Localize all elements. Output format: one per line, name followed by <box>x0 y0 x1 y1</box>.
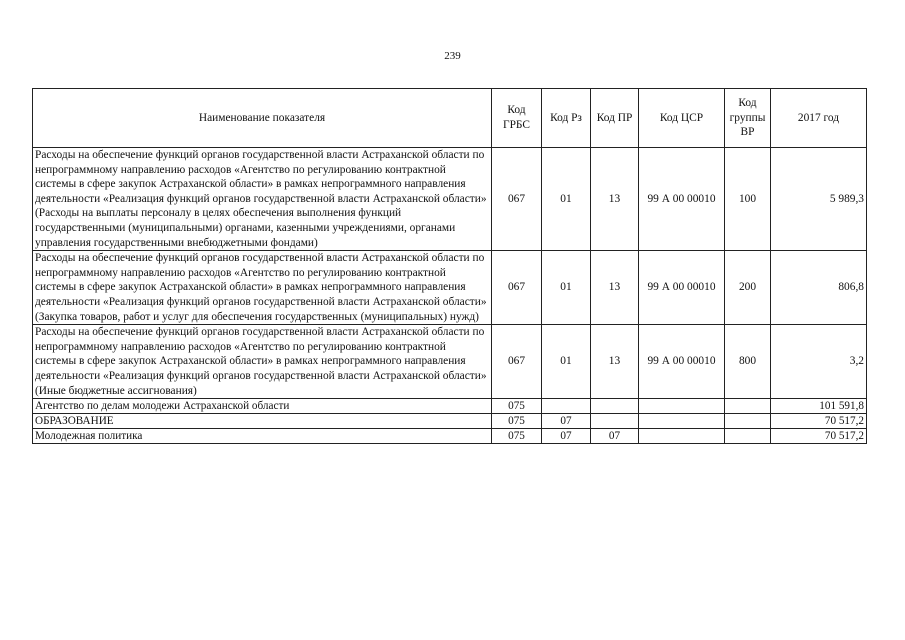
row-vr <box>725 399 771 414</box>
row-name: Расходы на обеспечение функций органов государственной власти Астраханской области по непрограммному направлению расходов «Агентство по регулированию контрактной системы в сфере закупок Астраханской области» в рамках непрограммного направления деятельности «Реализация функций органов государственной власти Астраханской области» (Закупка товаров, работ и услуг для обеспечения государственных (муниципальных) нужд) <box>33 251 492 325</box>
row-amount: 806,8 <box>771 251 867 325</box>
row-amount: 3,2 <box>771 325 867 399</box>
header-name: Наименование показателя <box>33 89 492 148</box>
header-grbs: Код ГРБС <box>492 89 542 148</box>
table-row <box>33 399 867 414</box>
row-name: Молодежная политика <box>33 429 492 444</box>
row-grbs: 067 <box>492 148 542 251</box>
row-vr: 800 <box>725 325 771 399</box>
row-vr <box>725 414 771 429</box>
row-amount: 70 517,2 <box>771 414 867 429</box>
row-rz: 01 <box>542 251 591 325</box>
row-csr: 99 А 00 00010 <box>639 325 725 399</box>
table-row <box>33 325 867 399</box>
row-csr <box>639 399 725 414</box>
row-amount: 101 591,8 <box>771 399 867 414</box>
header-csr: Код ЦСР <box>639 89 725 148</box>
row-vr: 200 <box>725 251 771 325</box>
budget-table <box>32 88 867 444</box>
row-vr <box>725 429 771 444</box>
row-csr <box>639 429 725 444</box>
row-name: Расходы на обеспечение функций органов государственной власти Астраханской области по непрограммному направлению расходов «Агентство по регулированию контрактной системы в сфере закупок Астраханской области» в рамках непрограммного направления деятельности «Реализация функций органов государственной власти Астраханской области» (Иные бюджетные ассигнования) <box>33 325 492 399</box>
row-rz: 07 <box>542 429 591 444</box>
row-pr: 07 <box>591 429 639 444</box>
row-grbs: 075 <box>492 399 542 414</box>
row-grbs: 067 <box>492 325 542 399</box>
row-pr <box>591 399 639 414</box>
row-rz <box>542 399 591 414</box>
row-grbs: 075 <box>492 429 542 444</box>
row-pr: 13 <box>591 148 639 251</box>
row-rz: 01 <box>542 325 591 399</box>
row-grbs: 067 <box>492 251 542 325</box>
row-rz: 07 <box>542 414 591 429</box>
row-amount: 70 517,2 <box>771 429 867 444</box>
header-vr: Код группы ВР <box>725 89 771 148</box>
header-year: 2017 год <box>771 89 867 148</box>
row-grbs: 075 <box>492 414 542 429</box>
table-header-row <box>33 89 867 148</box>
header-rz: Код Рз <box>542 89 591 148</box>
row-vr: 100 <box>725 148 771 251</box>
row-amount: 5 989,3 <box>771 148 867 251</box>
row-name: ОБРАЗОВАНИЕ <box>33 414 492 429</box>
table-row <box>33 148 867 251</box>
page-number: 239 <box>444 50 461 62</box>
row-name: Расходы на обеспечение функций органов государственной власти Астраханской области по непрограммному направлению расходов «Агентство по регулированию контрактной системы в сфере закупок Астраханской области» в рамках непрограммного направления деятельности «Реализация функций органов государственной власти Астраханской области» (Расходы на выплаты персоналу в целях обеспечения выполнения функций государственными (муниципальными) органами, казенными учреждениями, органами управления государственными внебюджетными фондами) <box>33 148 492 251</box>
row-csr: 99 А 00 00010 <box>639 148 725 251</box>
row-csr: 99 А 00 00010 <box>639 251 725 325</box>
table-row <box>33 414 867 429</box>
table-row <box>33 251 867 325</box>
table-row <box>33 429 867 444</box>
row-pr: 13 <box>591 325 639 399</box>
row-pr <box>591 414 639 429</box>
row-name: Агентство по делам молодежи Астраханской области <box>33 399 492 414</box>
header-pr: Код ПР <box>591 89 639 148</box>
row-rz: 01 <box>542 148 591 251</box>
row-csr <box>639 414 725 429</box>
row-pr: 13 <box>591 251 639 325</box>
